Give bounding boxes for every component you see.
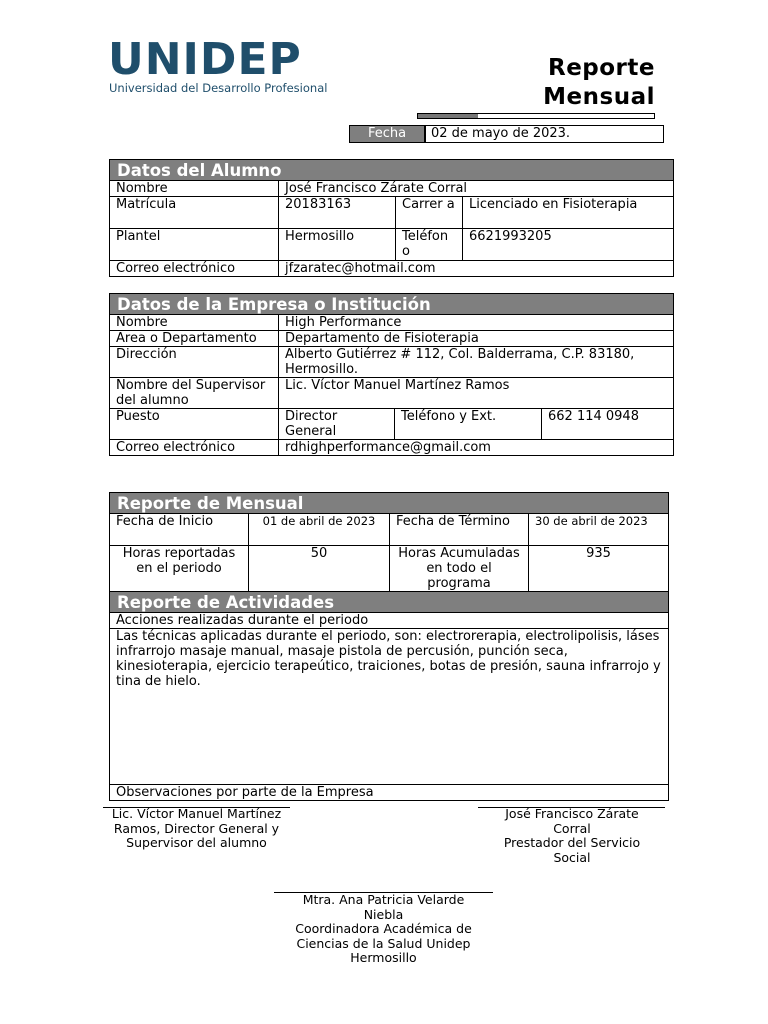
signature-coordinadora [284, 893, 483, 966]
reporte-horas-acum-value: 935 [529, 546, 669, 592]
empresa-area-label: Area o Departamento [110, 331, 279, 347]
report-title [455, 54, 655, 112]
alumno-correo-value: jfzaratec@hotmail.com [279, 261, 674, 277]
empresa-telefono-value: 662 114 0948 [542, 409, 674, 440]
alumno-matricula-label: Matrícula [110, 197, 279, 229]
alumno-plantel-label: Plantel [110, 229, 279, 261]
empresa-area-value: Departamento de Fisioterapia [279, 331, 674, 347]
acciones-label: Acciones realizadas durante el periodo [110, 613, 669, 629]
section-title-empresa: Datos de la Empresa o Institución [110, 294, 674, 315]
empresa-correo-value: rdhighperformance@gmail.com [279, 440, 674, 456]
alumno-telefono-label: Teléfon o [396, 229, 463, 261]
signature-supervisor [108, 807, 285, 851]
empresa-direccion-label: Dirección [110, 347, 279, 378]
observaciones-label: Observaciones por parte de la Empresa [110, 785, 669, 801]
alumno-telefono-value: 6621993205 [463, 229, 674, 261]
empresa-nombre-label: Nombre [110, 315, 279, 331]
empresa-direccion-value: Alberto Gutiérrez # 112, Col. Balderrama, C.P. 83180, Hermosillo. [279, 347, 674, 378]
empresa-puesto-value: Director General [279, 409, 395, 440]
alumno-nombre-value: José Francisco Zárate Corral [279, 181, 674, 197]
empresa-puesto-label: Puesto [110, 409, 279, 440]
signature-alumno [486, 807, 658, 865]
alumno-carrera-value: Licenciado en Fisioterapia [463, 197, 674, 229]
reporte-termino-value: 30 de abril de 2023 [529, 514, 669, 546]
report-title-line1: Reporte [547, 55, 655, 81]
signature-alumno-role: Prestador del Servicio Social [503, 835, 641, 865]
datos-alumno-table [109, 159, 674, 277]
empresa-telefono-label: Teléfono y Ext. [395, 409, 542, 440]
unidep-logo: UNIDEP [108, 34, 302, 85]
title-underline [417, 113, 655, 119]
signature-coordinadora-name: Mtra. Ana Patricia Velarde Niebla [302, 892, 465, 922]
alumno-correo-label: Correo electrónico [110, 261, 279, 277]
reporte-horas-periodo-label: Horas reportadas en el periodo [110, 546, 249, 592]
signature-alumno-name: José Francisco Zárate Corral [505, 806, 639, 836]
datos-empresa-table [109, 293, 674, 456]
empresa-correo-label: Correo electrónico [110, 440, 279, 456]
logo-subtitle: Universidad del Desarrollo Profesional [109, 81, 328, 95]
reporte-inicio-value: 01 de abril de 2023 [249, 514, 390, 546]
signature-supervisor-text: Lic. Víctor Manuel Martínez Ramos, Director General y Supervisor del alumno [111, 806, 282, 850]
section-title-reporte: Reporte de Mensual [110, 493, 669, 514]
report-title-line2: Mensual [543, 84, 655, 110]
section-title-alumno: Datos del Alumno [110, 160, 674, 181]
alumno-plantel-value: Hermosillo [279, 229, 396, 261]
signature-coordinadora-role: Coordinadora Académica de Ciencias de la Salud Unidep Hermosillo [295, 921, 472, 965]
empresa-supervisor-label: Nombre del Supervisor del alumno [110, 378, 279, 409]
reporte-horas-acum-label: Horas Acumuladas en todo el programa [390, 546, 529, 592]
alumno-nombre-label: Nombre [110, 181, 279, 197]
reporte-termino-label: Fecha de Término [390, 514, 529, 546]
section-title-actividades: Reporte de Actividades [110, 592, 669, 613]
reporte-inicio-label: Fecha de Inicio [110, 514, 249, 546]
empresa-nombre-value: High Performance [279, 315, 674, 331]
fecha-value: 02 de mayo de 2023. [425, 125, 664, 143]
acciones-text: Las técnicas aplicadas durante el periodo, son: electrorerapia, electrolipolisis, láses infrarrojo masaje manual, masaje pistola de percusión, punción seca, kinesioterapia, ejercicio terapeútico, traiciones, botas de presión, sauna infrarrojo y tina de hielo. [110, 629, 669, 785]
alumno-carrera-label: Carrer a [396, 197, 463, 229]
fecha-label: Fecha [349, 125, 425, 143]
alumno-matricula-value: 20183163 [279, 197, 396, 229]
reporte-horas-periodo-value: 50 [249, 546, 390, 592]
reporte-mensual-table [109, 492, 669, 801]
empresa-supervisor-value: Lic. Víctor Manuel Martínez Ramos [279, 378, 674, 409]
